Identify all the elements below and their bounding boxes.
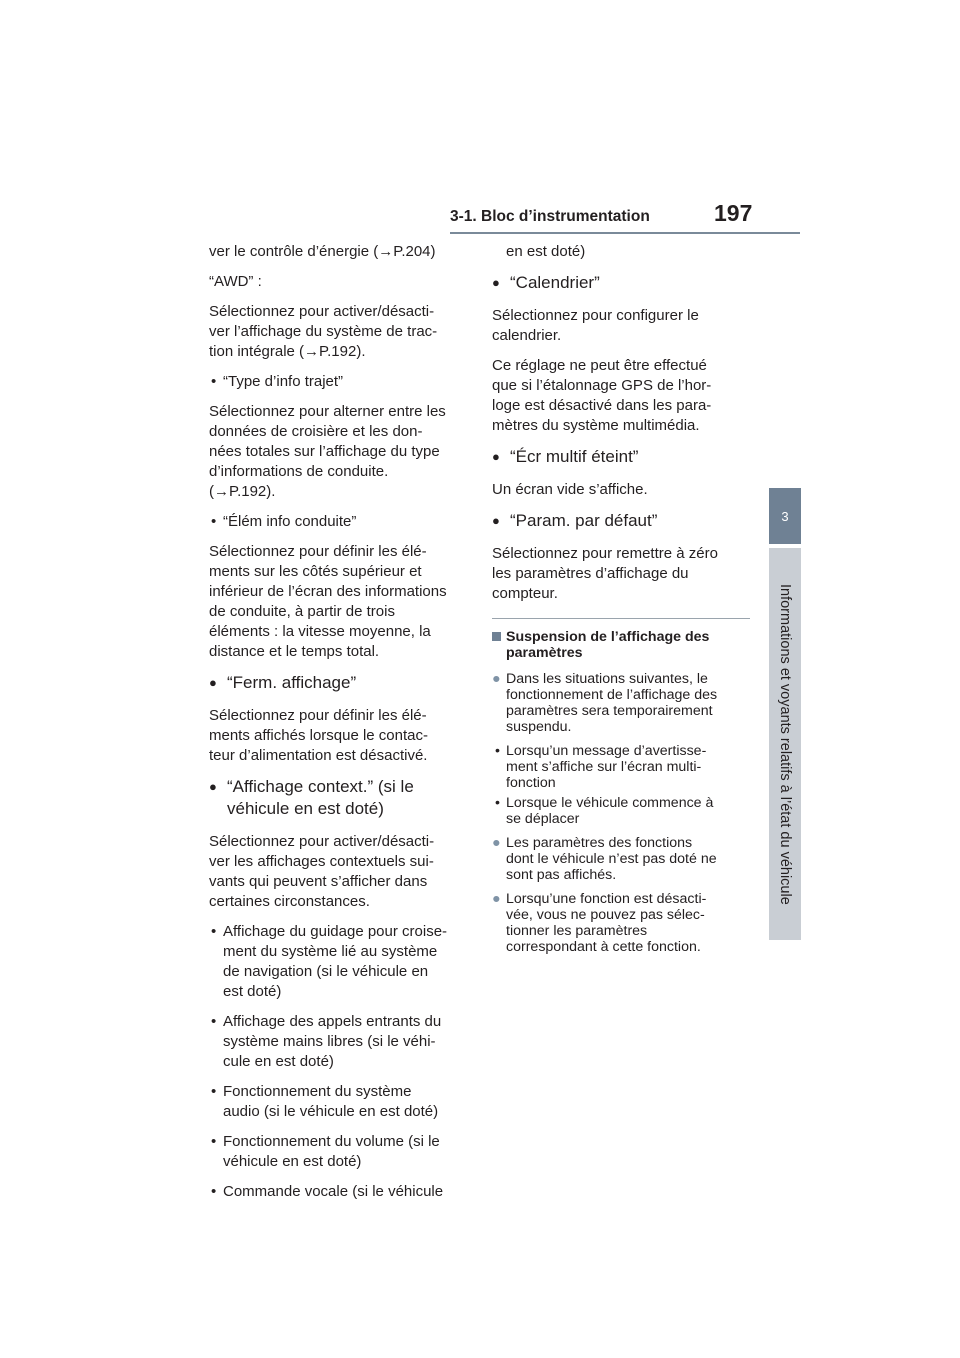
subheading: ● “Affichage context.” (si le véhicule en est doté) bbox=[209, 776, 467, 820]
note-title: Suspension de l’affichage des paramètres bbox=[492, 629, 750, 661]
right-column bbox=[492, 242, 750, 963]
note-subgroup bbox=[492, 743, 750, 827]
paragraph: Sélectionnez pour définir les élé- ments affichés lorsque le contac- teur d’alimentation est désactivé. bbox=[209, 707, 429, 764]
subheading: ● “Ferm. affichage” bbox=[209, 672, 467, 694]
chapter-tab bbox=[769, 488, 801, 544]
note-item: ● Lorsqu’une fonction est désacti- vée, vous ne pouvez pas sélec- tionner les paramètres correspondant à cette fonction. bbox=[492, 891, 750, 955]
subheading: ● “Param. par défaut” bbox=[492, 510, 750, 532]
note-item: ● Dans les situations suivantes, le fonctionnement de l’affichage des paramètres sera temporairement suspendu. bbox=[492, 671, 750, 735]
subheading: ● “Écr multif éteint” bbox=[492, 446, 750, 468]
paragraph: Sélectionnez pour activer/désacti- ver l’affichage du système de trac- tion intégrale (→P.192). bbox=[209, 303, 438, 360]
paragraph: Ce réglage ne peut être effectué que si l’étalonnage GPS de l’hor- loge est désactivé dans les para- mètres du système multimédia. bbox=[492, 357, 712, 434]
bullet-item: • Affichage des appels entrants du système mains libres (si le véhi- cule en est doté) bbox=[209, 1012, 467, 1072]
note-subitem: • Lorsqu’un message d’avertisse- ment s’affiche sur l’écran multi- fonction bbox=[492, 743, 750, 791]
note-box bbox=[492, 629, 750, 955]
paragraph: Un écran vide s’affiche. bbox=[492, 481, 648, 498]
left-column bbox=[209, 242, 467, 1212]
chapter-title: Informations et voyants relatifs à l’état du véhicule bbox=[777, 583, 793, 905]
chapter-number: 3 bbox=[781, 508, 789, 524]
bullet-item: • “Élém info conduite” bbox=[209, 512, 467, 532]
note-item: ● Les paramètres des fonctions dont le véhicule n’est pas doté ne sont pas affichés. bbox=[492, 835, 750, 883]
header-rule bbox=[450, 232, 800, 234]
section-title: 3-1. Bloc d’instrumentation bbox=[450, 208, 650, 225]
paragraph-continuation: en est doté) bbox=[506, 243, 586, 260]
paragraph: ver le contrôle d’énergie (→P.204) bbox=[209, 243, 436, 260]
bullet-item: • Affichage du guidage pour croise- ment du système lié au système de navigation (si le véhicule en est doté) bbox=[209, 922, 467, 1002]
paragraph: Sélectionnez pour remettre à zéro les paramètres d’affichage du compteur. bbox=[492, 545, 718, 602]
paragraph: Sélectionnez pour définir les élé- ments sur les côtés supérieur et inférieur de l’écran des informations de conduite, à partir de trois éléments : la vitesse moyenne, la distance et le temps total. bbox=[209, 543, 447, 660]
bullet-item: • Fonctionnement du système audio (si le véhicule en est doté) bbox=[209, 1082, 467, 1122]
bullet-item: • Commande vocale (si le véhicule bbox=[209, 1182, 467, 1202]
bullet-item: • Fonctionnement du volume (si le véhicule en est doté) bbox=[209, 1132, 467, 1172]
paragraph: Sélectionnez pour configurer le calendrier. bbox=[492, 307, 699, 344]
note-rule bbox=[492, 618, 750, 619]
paragraph: “AWD” : bbox=[209, 273, 262, 290]
subheading: ● “Calendrier” bbox=[492, 272, 750, 294]
bullet-item: • “Type d’info trajet” bbox=[209, 372, 467, 392]
paragraph: Sélectionnez pour activer/désacti- ver les affichages contextuels sui- vants qui peuvent s’afficher dans certaines circonstances. bbox=[209, 833, 435, 910]
paragraph: Sélectionnez pour alterner entre les données de croisière et les don- nées totales sur l’affichage du type d’informations de conduite. (→P.192). bbox=[209, 403, 446, 500]
note-subitem: • Lorsque le véhicule commence à se déplacer bbox=[492, 795, 750, 827]
page-number: 197 bbox=[714, 200, 753, 226]
